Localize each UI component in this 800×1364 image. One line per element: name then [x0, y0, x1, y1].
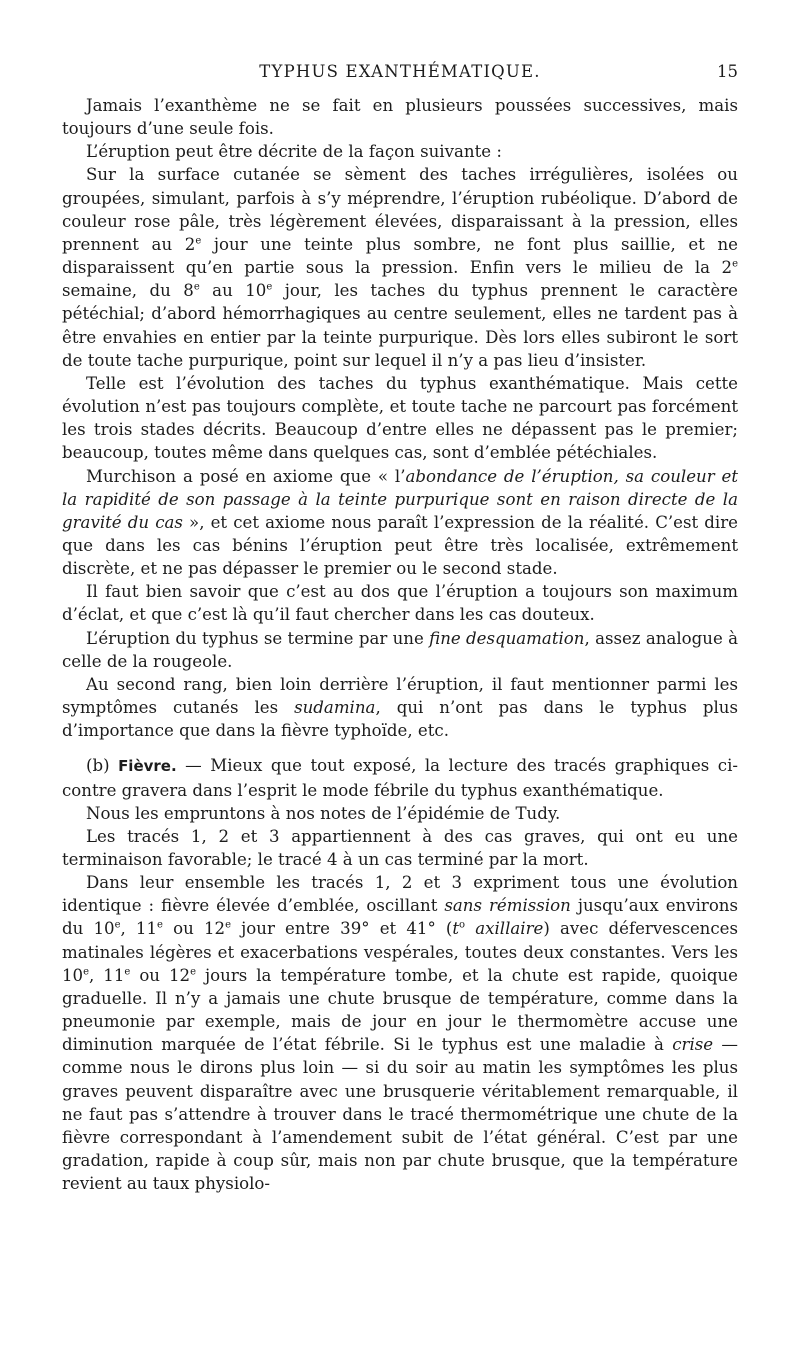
- paragraph: Telle est l’évolution des taches du typhus exanthématique. Mais cette évolution n’est pas toujours complète, et toute tache ne parcourt pas forcément les trois stades décrits. Beaucoup d’entre elles ne dépassent pas le premier; beaucoup, toutes même dans quelques cas, sont d’emblée pétéchiales.: [62, 373, 738, 463]
- paragraph: Les tracés 1, 2 et 3 appartiennent à des cas graves, qui ont eu une terminaison favorable; le tracé 4 à un cas terminé par la mort.: [62, 826, 738, 869]
- paragraph: Il faut bien savoir que c’est au dos que l’éruption a toujours son maximum d’éclat, et que c’est là qu’il faut chercher dans les cas douteux.: [62, 582, 738, 625]
- section-fievre: (b) Fièvre. — Mieux que tout exposé, la lecture des tracés graphiques ci-contre gravera dans l’esprit le mode fébrile du typhus exanthématique.: [62, 756, 738, 800]
- paragraph: Dans leur ensemble les tracés 1, 2 et 3 expriment tous une évolution identique : fièvre élevée d’emblée, oscillant sans rémission jusqu’aux environs du 10e, 11e ou 12e jour entre 39° et 41° ($t^o$ axillaire) avec défervescences matinales légères et exacerbations vespérales, toutes deux constantes. Vers les 10e, 11e ou 12e jours la température tombe, et la chute est rapide, quoique graduelle. Il n’y a jamais une chute brusque de température, comme dans la pneumonie par exemple, mais de jour en jour le thermomètre accuse une diminution marquée de l’état fébrile. Si le typhus est une maladie à crise — comme nous le dirons plus loin — si du soir au matin les symptômes les plus graves peuvent disparaître avec une brusquerie véritablement remarquable, il ne faut pas s’attendre à trouver dans le tracé thermométrique une chute de la fièvre correspondant à l’amendement subit de l’état général. C’est par une gradation, rapide à coup sûr, mais non par chute brusque, que la température revient au taux physiolo-: [62, 873, 739, 1194]
- paragraph: Au second rang, bien loin derrière l’éruption, il faut mentionner parmi les symptômes cutanés les sudamina, qui n’ont pas dans le typhus plus d’importance que dans la fièvre typhoïde, etc.: [62, 674, 739, 741]
- running-title: TYPHUS EXANTHÉMATIQUE.: [259, 62, 541, 81]
- section-label: Fièvre.: [118, 757, 177, 776]
- running-header: [62, 56, 738, 88]
- paragraph: Jamais l’exanthème ne se fait en plusieurs poussées successives, mais toujours d’une seule fois.: [62, 96, 738, 139]
- paragraph: L’éruption du typhus se termine par une fine desquamation, assez analogue à celle de la rougeole.: [62, 628, 738, 671]
- paragraph: L’éruption peut être décrite de la façon suivante :: [86, 142, 502, 162]
- page-number: 15: [717, 62, 738, 81]
- paragraph: Murchison a posé en axiome que « l’abondance de l’éruption, sa couleur et la rapidité de son passage à la teinte purpurique sont en raison directe de la gravité du cas », et cet axiome nous paraît l’expression de la réalité. C’est dire que dans les cas bénins l’éruption peut être très localisée, extrêmement discrète, et ne pas dépasser le premier ou le second stade.: [62, 466, 738, 579]
- body-text: [62, 94, 738, 1195]
- paragraph: Nous les empruntons à nos notes de l’épidémie de Tudy.: [86, 803, 561, 823]
- paragraph: Sur la surface cutanée se sèment des taches irrégulières, isolées ou groupées, simulant, parfois à s’y méprendre, l’éruption rubéolique. D’abord de couleur rose pâle, très légèrement élevées, disparaissant à la pression, elles prennent au 2e jour une teinte plus sombre, ne font plus saillie, et ne disparaissent qu’en partie sous la pression. Enfin vers le milieu de la 2e semaine, du 8e au 10e jour, les taches du typhus prennent le caractère pétéchial; d’abord hémorrhagiques au centre seulement, elles ne tardent pas à être envahies en entier par la teinte purpurique. Dès lors elles subiront le sort de toute tache purpurique, point sur lequel il n’y a pas lieu d’insister.: [62, 165, 738, 370]
